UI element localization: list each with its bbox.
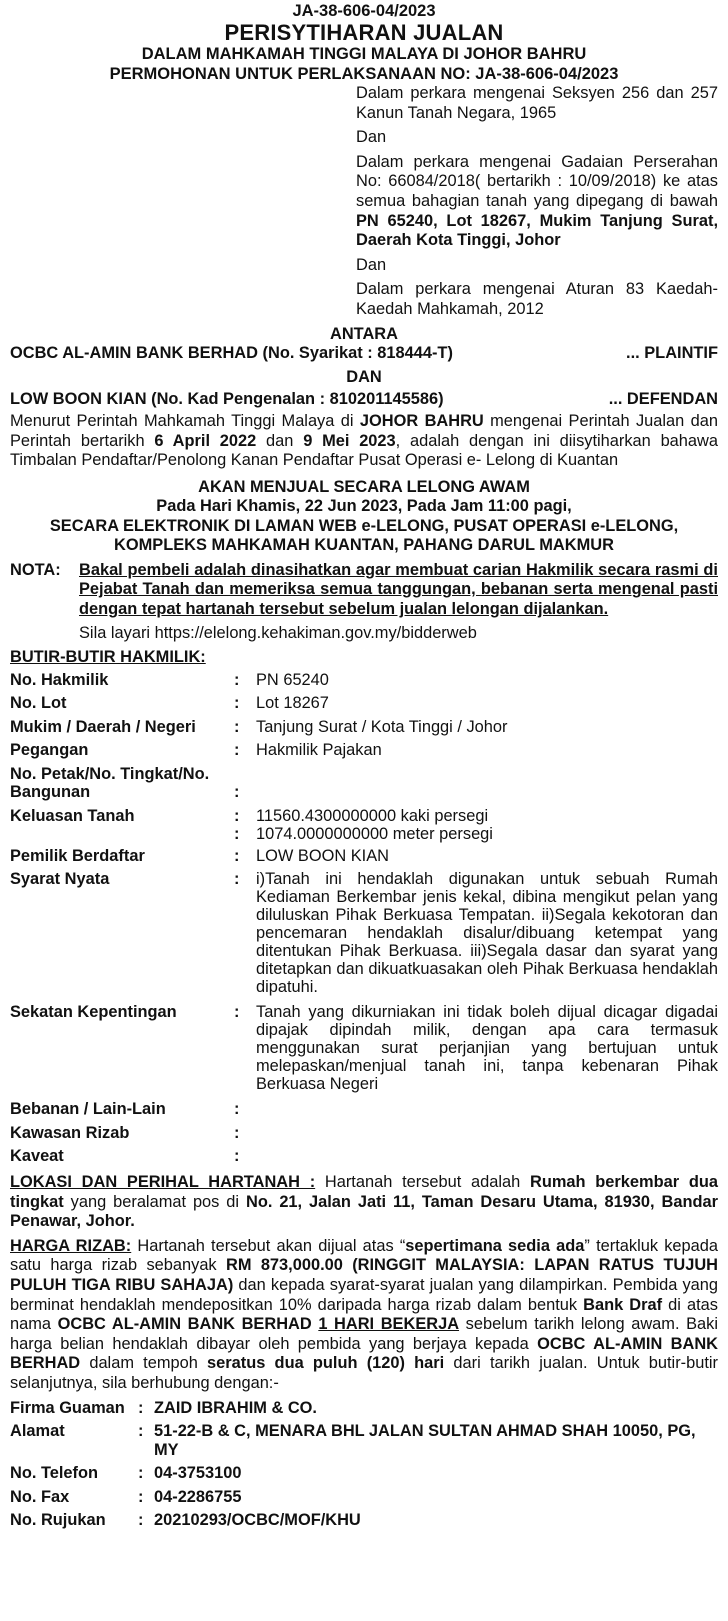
matter-statute: Dalam perkara mengenai Seksyen 256 dan 257 Kanun Tanah Negara, 1965 <box>356 84 718 122</box>
court-name: DALAM MAHKAMAH TINGGI MALAYA DI JOHOR BAHRU <box>141 45 587 63</box>
application-number: PERMOHONAN UNTUK PERLAKSANAAN NO: JA-38-606-04/2023 <box>109 65 619 83</box>
auction-line-2: Pada Hari Khamis, 22 Jun 2023, Pada Jam 11:00 pagi, <box>156 497 572 516</box>
defendant-row <box>10 390 718 410</box>
restriction-row: Sekatan Kepentingan : Tanah yang dikurniakan ini tidak boleh dijual dicagar digadai dipajak dipindah milik, dengan apa cara termasuk menggunakan surat perjanjian yang bertujuan untuk melepaskan/menjual tanah ini, tanpa kebenaran Pihak Berkuasa Negeri <box>10 1003 718 1094</box>
note-text: Bakal pembeli adalah dinasihatkan agar membuat carian Hakmilik secara rasmi di Pejabat Tanah dan memeriksa semua tanggungan, bebanan serta mengenal pasti dengan tepat hartanah tersebut sebelum jualan lelongan dijalankan. <box>79 560 718 618</box>
plaintiff-role: ... PLAINTIF <box>626 344 718 363</box>
matter-rules: Dalam perkara mengenai Aturan 83 Kaedah-Kaedah Mahkamah, 2012 <box>356 280 718 318</box>
plaintiff-name: OCBC AL-AMIN BANK BERHAD (No. Syarikat : 818444-T) <box>10 344 453 363</box>
auction-line-3: SECARA ELEKTRONIK DI LAMAN WEB e-LELONG, PUSAT OPERASI e-LELONG, <box>49 516 679 535</box>
parcel-number-row: No. Petak/No. Tingkat/No. Bangunan : <box>10 765 240 802</box>
registered-owner-row: Pemilik Berdaftar : LOW BOON KIAN <box>10 846 389 865</box>
title-number-row: No. Hakmilik : PN 65240 <box>10 670 329 689</box>
tenure-row: Pegangan : Hakmilik Pajakan <box>10 741 382 760</box>
auction-announcement <box>10 478 718 556</box>
matter-block <box>356 84 718 320</box>
law-firm-row: Firma Guaman : ZAID IBRAHIM & CO. <box>10 1398 317 1417</box>
phone-row: No. Telefon : 04-3753100 <box>10 1464 242 1483</box>
location-paragraph: LOKASI DAN PERIHAL HARTANAH : Hartanah tersebut adalah Rumah berkembar dua tingkat yang beralamat pos di No. 21, Jalan Jati 11, Taman Desaru Utama, 81930, Bandar Penawar, Johor. <box>10 1173 718 1231</box>
case-reference: JA-38-606-04/2023 <box>292 2 436 20</box>
reserve-price-paragraph: HARGA RIZAB: Hartanah tersebut akan dijual atas “sepertimana sedia ada” tertakluk kepada satu harga rizab sebanyak RM 873,000.00 (RINGGIT MALAYSIA: LAPAN RATUS TUJUH PULUH TIGA RIBU SAHAJA) dan kepada syarat-syarat jualan yang dilampirkan. Pembida yang berminat hendaklah mendepositkan 10% daripada harga rizab dalam bentuk Bank Draf di atas nama OCBC AL-AMIN BANK BERHAD 1 HARI BEKERJA sebelum tarikh lelong awam. Baki harga belian hendaklah dibayar oleh pembida yang berjaya kepada OCBC AL-AMIN BANK BERHAD dalam tempoh seratus dua puluh (120) hari dari tarikh jualan. Untuk butir-butir selanjutnya, sila berhubung dengan:- <box>10 1236 719 1392</box>
encumbrance-row: Bebanan / Lain-Lain : <box>10 1100 240 1119</box>
address-row: Alamat : 51-22-B & C, MENARA BHL JALAN SULTAN AHMAD SHAH 10050, PG, MY <box>10 1422 696 1460</box>
mukim-row: Mukim / Daerah / Negeri : Tanjung Surat / Kota Tinggi / Johor <box>10 717 508 736</box>
note-block <box>10 561 718 644</box>
matter-and-2: Dan <box>356 255 387 274</box>
matter-charge: Dalam perkara mengenai Gadaian Perserahan No: 66084/2018( bertarikh : 10/09/2018) ke atas semua bahagian tanah yang dipegang di bawah PN 65240, Lot 18267, Mukim Tanjung Surat, Daerah Kota Tinggi, Johor <box>356 152 718 250</box>
defendant-role: ... DEFENDAN <box>608 390 718 409</box>
reference-row: No. Rujukan : 20210293/OCBC/MOF/KHU <box>10 1511 361 1530</box>
and-heading: DAN <box>346 367 382 386</box>
defendant-name: LOW BOON KIAN (No. Kad Pengenalan : 810201145586) <box>10 390 444 409</box>
caveat-row: Kaveat : <box>10 1147 240 1166</box>
plaintiff-row <box>10 344 718 364</box>
fax-row: No. Fax : 04-2286755 <box>10 1487 242 1506</box>
lot-number-row: No. Lot : Lot 18267 <box>10 694 329 713</box>
notice-title: PERISYTIHARAN JUALAN <box>224 20 504 45</box>
note-website: Sila layari https://elelong.kehakiman.gov.my/bidderweb <box>79 624 477 643</box>
auction-line-1: AKAN MENJUAL SECARA LELONG AWAM <box>198 477 530 496</box>
reserve-area-row: Kawasan Rizab : <box>10 1123 240 1142</box>
court-order-paragraph: Menurut Perintah Mahkamah Tinggi Malaya di JOHOR BAHRU mengenai Perintah Jualan dan Perintah bertarikh 6 April 2022 dan 9 Mei 2023, adalah dengan ini diisytiharkan bahawa Timbalan Pendaftar/Penolong Kanan Pendaftar Pusat Operasi e- Lelong di Kuantan <box>10 411 718 470</box>
auction-line-4: KOMPLEKS MAHKAMAH KUANTAN, PAHANG DARUL MAKMUR <box>114 536 614 555</box>
title-details-heading: BUTIR-BUTIR HAKMILIK: <box>10 648 206 667</box>
express-conditions-row: Syarat Nyata : i)Tanah ini hendaklah digunakan untuk sebuah Rumah Kediaman Berkembar jenis kekal, dibina mengikut pelan yang diluluskan Pihak Berkuasa Tempatan. ii)Segala kekotoran dan pencemaran hendaklah disalur/dibuang ketempat yang ditentukan Pihak Berkuasa. iii)Segala dasar dan syarat yang ditetapkan dan dikuatkuasakan oleh Pihak Berkuasa hendaklah dipatuhi. <box>10 870 718 997</box>
note-label: NOTA: <box>10 560 61 579</box>
matter-and-1: Dan <box>356 128 387 147</box>
between-heading: ANTARA <box>330 324 398 343</box>
land-area-row: Keluasan Tanah : : 11560.4300000000 kaki persegi 1074.0000000000 meter persegi <box>10 806 493 843</box>
